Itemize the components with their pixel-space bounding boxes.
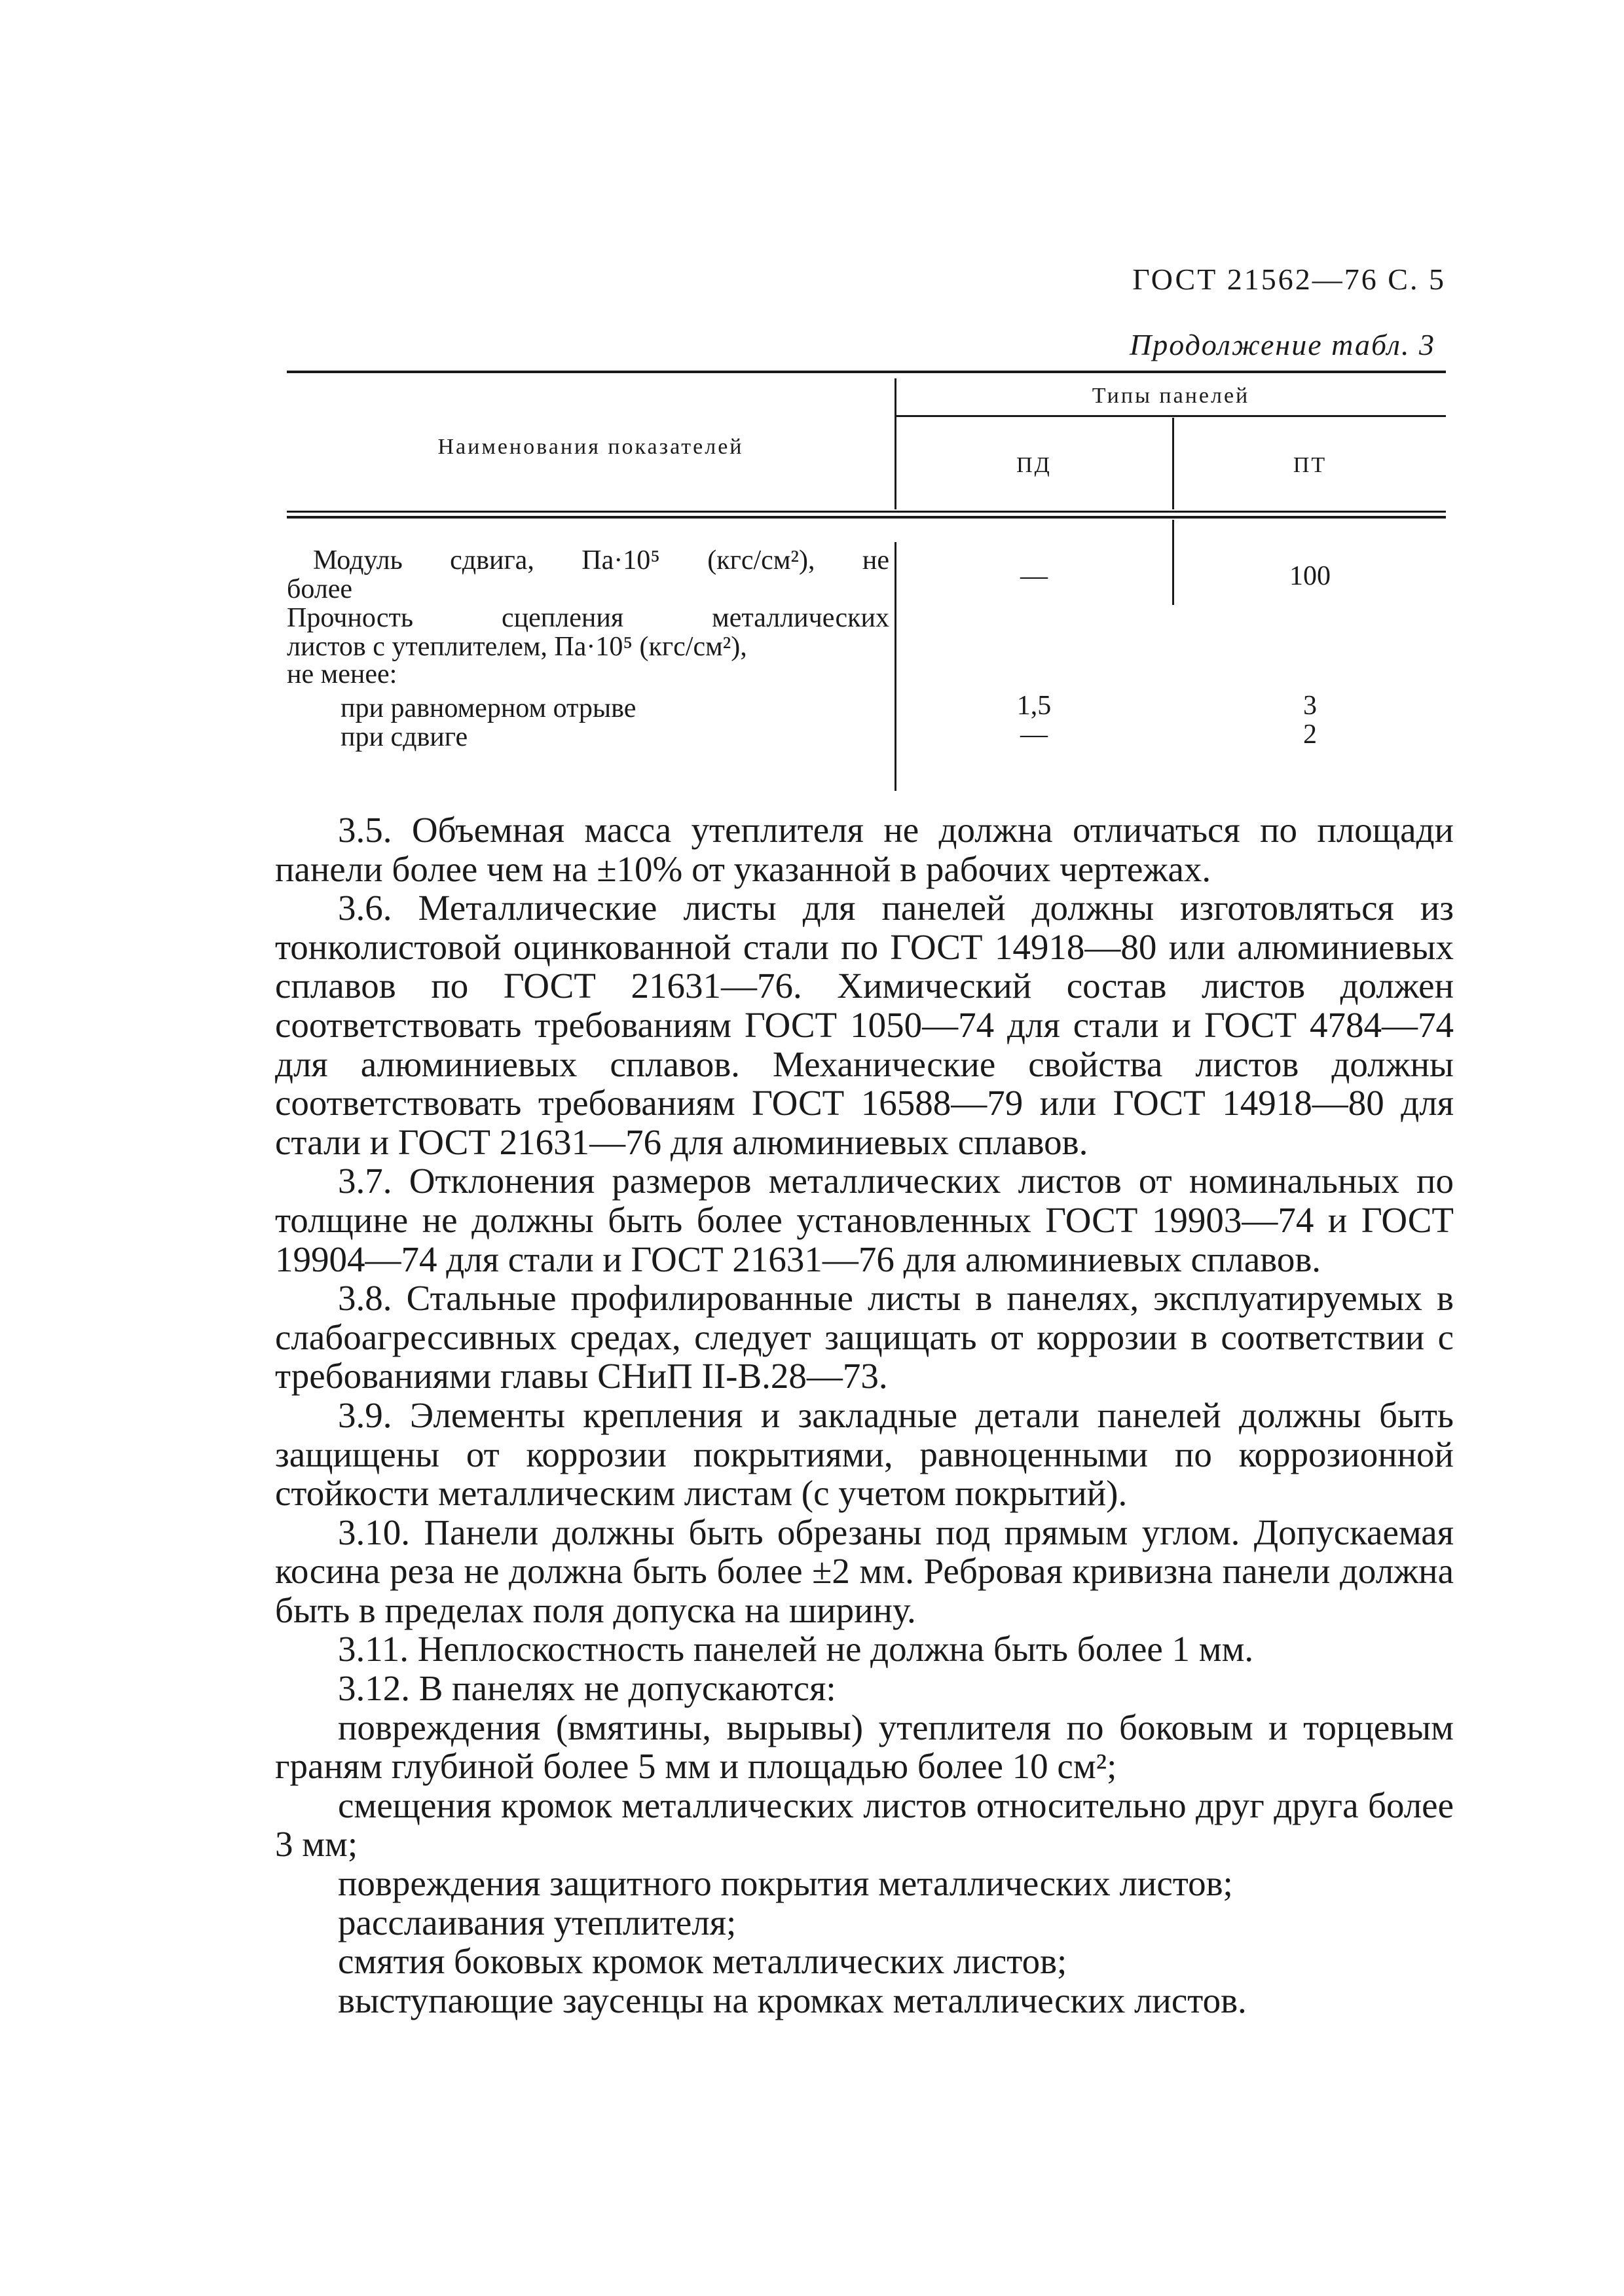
list-item-damage: повреждения (вмятины, вырывы) утеплителя по боковым и торцевым граням глубиной более 5 мм и площадью более 10 см²; [275, 1707, 1454, 1787]
row-adhesion-line3: не менее: [287, 659, 397, 689]
paragraph-3-10: 3.10. Панели должны быть обрезаны под прямым углом. Допускаемая косина реза не должна быть более ±2 мм. Ребровая кривизна панели должна быть в пределах поля допуска на ширину. [275, 1512, 1454, 1630]
cell-shear-pd: — [1020, 720, 1048, 750]
row-adhesion-line2: листов с утеплителем, Па·10⁵ (кгс/см²), [287, 632, 747, 662]
paragraph-3-5: 3.5. Объемная масса утеплителя не должна отличаться по площади панели более чем на ±10% от указанной в рабочих чертежах. [275, 810, 1454, 889]
row-adhesion-line1: Прочность сцепления металлических [287, 603, 889, 633]
list-item-edge-offset: смещения кромок металлических листов относительно друг друга более 3 мм; [275, 1785, 1454, 1865]
cell-uniform-detachment-pd: 1,5 [1016, 691, 1052, 721]
body-text [275, 811, 1454, 2020]
row-shear-modulus-line2: более [287, 574, 353, 604]
table-top-rule [287, 371, 1446, 373]
column-header-name: Наименования показателей [437, 435, 744, 459]
paragraph-3-12: 3.12. В панелях не допускаются: [338, 1668, 836, 1709]
cell-shear-modulus-pt: 100 [1289, 561, 1331, 591]
header-bottom-rule-1 [287, 511, 1446, 513]
column-group-header: Типы панелей [1092, 384, 1250, 408]
row-uniform-detachment: при равномерном отрыве [341, 693, 637, 723]
list-item-burrs: выступающие заусенцы на кромках металлических листов. [338, 1980, 1247, 2020]
column-header-pd: ПД [1016, 453, 1052, 477]
cell-uniform-detachment-pt: 3 [1303, 691, 1317, 721]
group-header-rule [896, 415, 1446, 417]
paragraph-3-7: 3.7. Отклонения размеров металлических листов от номинальных по толщине не должны быть более установленных ГОСТ 19903—74 и ГОСТ 19904—74 для стали и ГОСТ 21631—76 для алюминиевых сплавов. [275, 1161, 1454, 1279]
page-header: ГОСТ 21562—76 С. 5 [1132, 263, 1446, 296]
indicators-table [287, 371, 1446, 791]
row-shear-modulus-line1: Модуль сдвига, Па·10⁵ (кгс/см²), не [313, 545, 889, 575]
cell-shear-pt: 2 [1303, 720, 1317, 750]
paragraph-3-11: 3.11. Неплоскостность панелей не должна быть более 1 мм. [338, 1629, 1254, 1669]
list-item-edge-crumpling: смятия боковых кромок металлических листов; [338, 1941, 1067, 1982]
header-bottom-rule-2 [287, 516, 1446, 519]
column-header-pt: ПТ [1293, 453, 1327, 477]
paragraph-3-8: 3.8. Стальные профилированные листы в панелях, эксплуатируемых в слабоагрессивных средах, следует защищать от коррозии в соответствии с требованиями главы СНиП II-В.28—73. [275, 1278, 1454, 1396]
list-item-coating-damage: повреждения защитного покрытия металлических листов; [338, 1863, 1233, 1904]
list-item-delamination: расслаивания утеплителя; [338, 1902, 737, 1942]
table-caption: Продолжение табл. 3 [1130, 328, 1435, 361]
row-shear: при сдвиге [341, 722, 468, 752]
paragraph-3-9: 3.9. Элементы крепления и закладные детали панелей должны быть защищены от коррозии покрытиями, равноценными по коррозионной стойкости металлическим листам (с учетом покрытий). [275, 1394, 1454, 1514]
paragraph-3-6: 3.6. Металлические листы для панелей должны изготовляться из тонколистовой оцинкованной стали по ГОСТ 14918—80 или алюминиевых сплавов по ГОСТ 21631—76. Химический состав листов должен соответствовать требованиям ГОСТ 1050—74 для стали и ГОСТ 4784—74 для алюминиевых сплавов. Механические свойства листов должны соответствовать требованиям ГОСТ 16588—79 или ГОСТ 14918—80 для стали и ГОСТ 21631—76 для алюминиевых сплавов. [275, 888, 1454, 1162]
cell-shear-modulus-pd: — [1020, 561, 1048, 591]
